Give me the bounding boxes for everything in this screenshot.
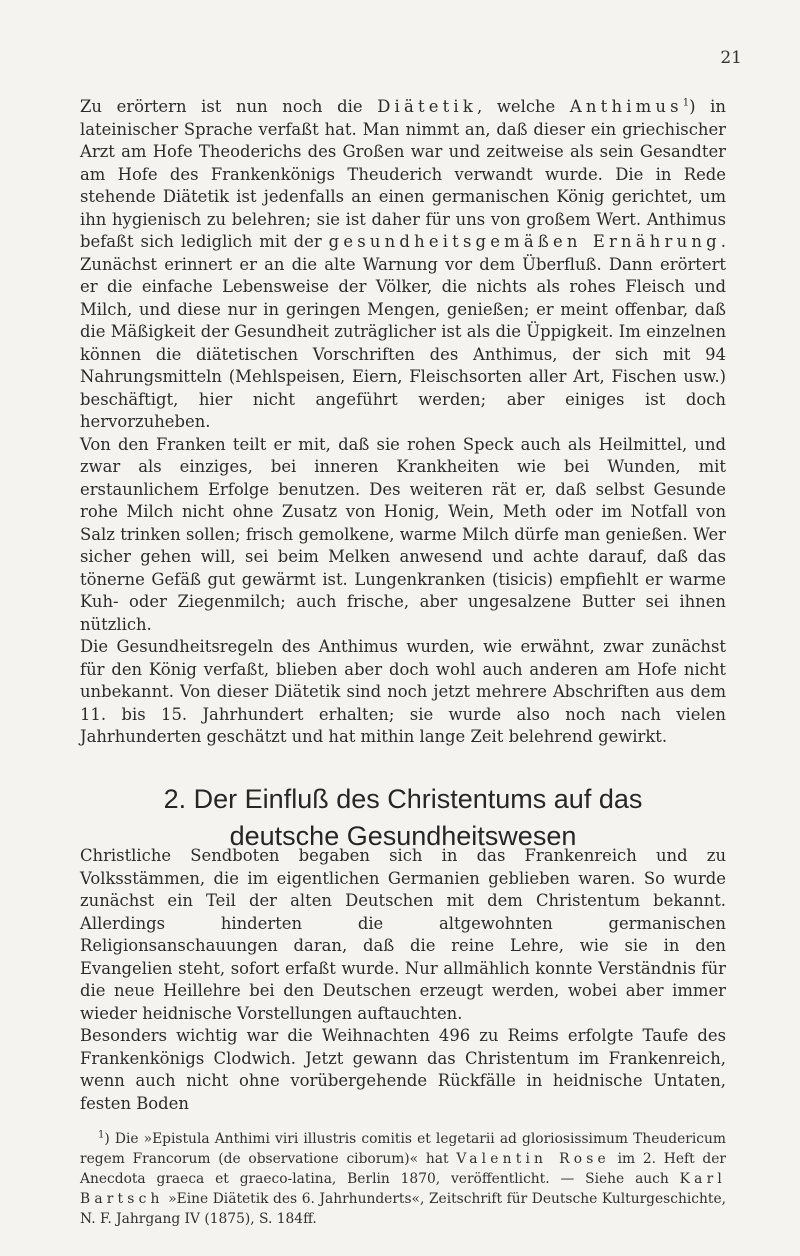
spaced-name-valentin-rose: Valentin Rose [456,1151,610,1167]
page-number: 21 [720,48,742,68]
spaced-term-ernaehrung: gesundheitsgemäßen Ernährung [328,232,721,251]
section-heading [80,781,726,855]
text-run: im 2. Heft der Anecdota graeca et graeco-latina, Berlin 1870, veröffentlicht. — Siehe auch [80,1151,726,1187]
paragraph-franken: Von den Franken teilt er mit, daß sie rohen Speck auch als Heilmittel, und zwar als einziges, bei inneren Krankheiten wie bei Wunden, mit erstaunlichem Erfolge benutzen. Des weiteren rät er, daß selbst Gesunde rohe Milch nicht ohne Zusatz von Honig, Wein, Meth oder im Notfall von Salz trinken sollen; frisch gemolkene, warme Milch dürfe man genießen. Wer sicher gehen will, sei beim Melken anwesend und achte darauf, daß das tönerne Gefäß gut gewärmt ist. Lungenkranken (tisicis) empfiehlt er warme Kuh- oder Ziegenmilch; auch frische, aber ungesalzene Butter sei ihnen nützlich. [80,434,726,634]
heading-line-2: deutsche Gesundheitswesen [229,821,577,851]
paragraph-anthimus-intro [80,96,726,434]
text-run: Zu erörtern ist nun noch die [80,97,378,116]
paragraph-sendboten: Christliche Sendboten begaben sich in das Frankenreich und zu Volksstämmen, die im eigentlichen Germanien geblieben waren. So wurde zunächst ein Teil der alten Deutschen mit dem Christentum bekannt. Allerdings hinderten die altgewohnten germanischen Religionsanschauungen daran, daß die reine Lehre, wie sie in den Evangelien steht, sofort erfaßt wurde. Nur allmählich konnte Verständnis für die neue Heillehre bei den Deutschen erzeugt werden, wobei aber immer wieder heidnische Vorstellungen auftauchten. [80,846,726,1023]
spaced-term-diaetetik: Diätetik [377,97,477,116]
section-1-text [80,96,726,749]
footnote [80,1129,726,1229]
footnote-number: 1 [98,1129,105,1141]
text-run: ) in lateinischer Sprache verfaßt hat. Man nimmt an, daß dieser ein griechischer Arzt am Hofe Theoderichs des Großen war und zeitweise als sein Gesandter am Hofe des Frankenkönigs Theuderich verwandt wurde. Die in Rede stehende Diätetik ist jedenfalls an einen germanischen König gerichtet, um ihn hygienisch zu belehren; sie ist daher für uns von großem Wert. Anthimus befaßt sich lediglich mit der [80,97,726,251]
spaced-name-anthimus: Anthimus [569,97,683,116]
footnote-marker: 1 [682,97,690,109]
section-2-text [80,845,726,1115]
text-run: ) Die »Epistula Anthimi viri illustris comitis et legetarii ad gloriosissimum Theudericum regem Francorum (de observatione ciborum)« hat [80,1131,726,1167]
footnote-text [80,1129,726,1229]
spaced-name-karl-bartsch: Karl Bartsch [80,1171,726,1207]
paragraph-taufe-clodwich: Besonders wichtig war die Weihnachten 496 zu Reims erfolgte Taufe des Frankenkönigs Clodwich. Jetzt gewann das Christentum im Frankenreich, wenn auch nicht ohne vorübergehende Rückfälle in heidnische Untaten, festen Boden [80,1026,726,1113]
text-run: »Eine Diätetik des 6. Jahrhunderts«, Zeitschrift für Deutsche Kulturgeschichte, N. F. Jahrgang IV (1875), S. 184ff. [80,1191,726,1227]
paragraph-gesundheitsregeln: Die Gesundheitsregeln des Anthimus wurden, wie erwähnt, zwar zunächst für den König verfaßt, blieben aber doch wohl auch anderen am Hofe nicht unbekannt. Von dieser Diätetik sind noch jetzt mehrere Abschriften aus dem 11. bis 15. Jahrhundert erhalten; sie wurde also noch nach vielen Jahrhunderten geschätzt und hat mithin lange Zeit belehrend gewirkt. [80,637,726,746]
heading-line-1: 2. Der Einfluß des Christentums auf das [163,784,643,814]
text-run: . Zunächst erinnert er an die alte Warnung vor dem Überfluß. Dann erörtert er die einfache Lebensweise der Völker, die nichts als rohes Fleisch und Milch, und diese nur in geringen Mengen, genießen; er meint offenbar, daß die Mäßigkeit der Gesundheit zuträglicher ist als die Üppigkeit. Im einzelnen können die diätetischen Vorschriften des Anthimus, der sich mit 94 Nahrungsmitteln (Mehlspeisen, Eiern, Fleischsorten aller Art, Fischen usw.) beschäftigt, hier nicht angeführt werden; aber einiges ist doch hervorzuheben. [80,232,726,431]
text-run: , welche [477,97,570,116]
